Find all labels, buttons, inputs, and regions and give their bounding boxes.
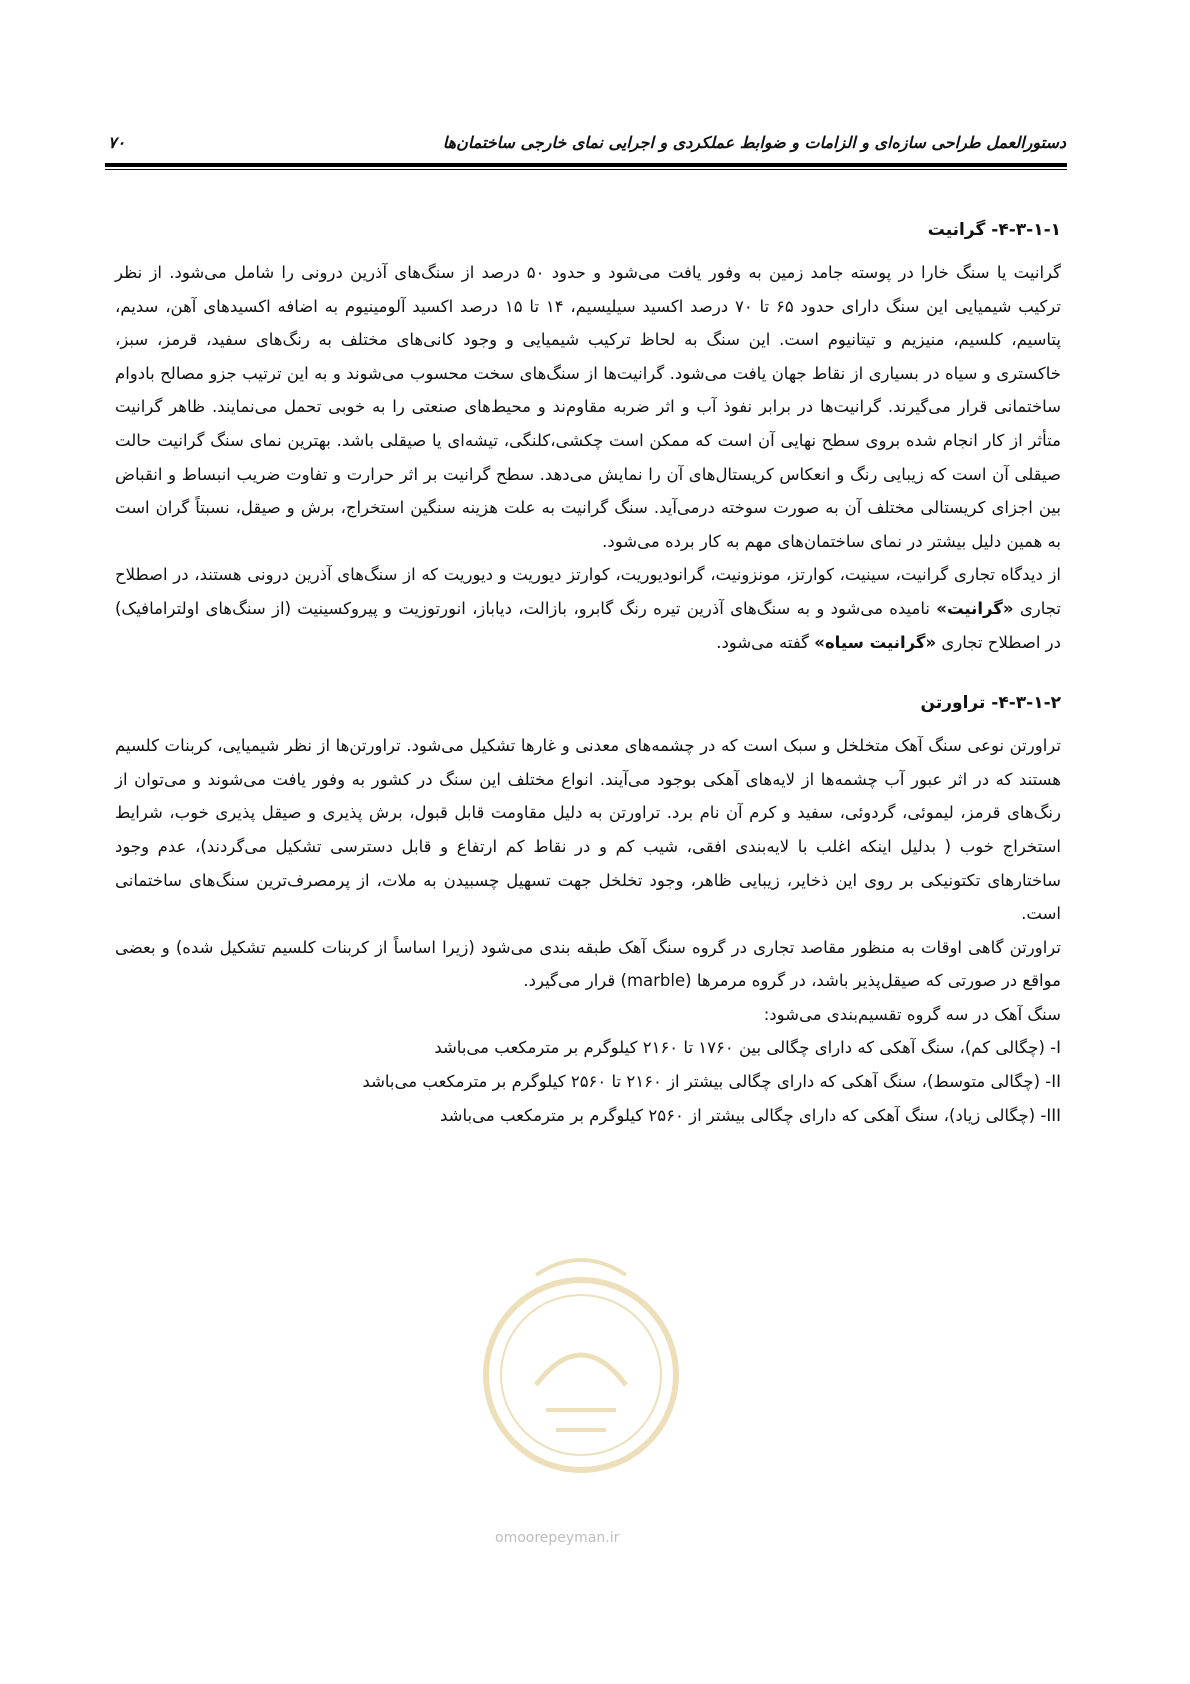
section-heading-travertine: ۴-۳-۱-۲- تراورتن	[920, 693, 1061, 714]
granite-p2-text-d: گفته می‌شود.	[716, 632, 815, 652]
limestone-item-2: II- (چگالی متوسط)، سنگ آهکی که دارای چگالی بیشتر از ۲۱۶۰ تا ۲۵۶۰ کیلوگرم بر مترمکعب می‌باشد	[362, 1072, 1061, 1092]
watermark-logo	[476, 1235, 686, 1505]
page-content	[115, 216, 1061, 1132]
page-number: ۷۰	[108, 132, 126, 152]
travertine-paragraph-1: تراورتن نوعی سنگ آهک متخلخل و سبک است که در چشمه‌های معدنی و غارها تشکیل می‌شود. تراورتن‌ها از نظر شیمیایی، کربنات کلسیم هستند که در اثر عبور آب چشمه‌ها از لایه‌های آهکی بوجود می‌آیند. انواع مختلف این سنگ در کشور به وفور یافت می‌شوند و می‌توان از رنگ‌های قرمز، لیموئی، گردوئی، سفید و کرم آن نام برد. تراورتن به دلیل مقاومت قابل قبول، برش پذیری و صیقل پذیری خوب، شرایط استخراج خوب ( بدلیل اینکه اغلب با لایه‌بندی افقی، شیب کم و در نقاط کم ارتفاع و قابل دسترسی تشکیل می‌گردند)، عدم وجود ساختارهای تکتونیکی بر روی این ذخایر، زیبایی ظاهر، وجود تخلخل جهت تسهیل چسبیدن به ملات، از پرمصرف‌ترین سنگ‌های ساختمانی است.	[115, 736, 1061, 924]
black-granite-term: «گرانیت سیاه»	[814, 632, 937, 652]
granite-p2-text-c: نامیده می‌شود و به سنگ‌های آذرین تیره رنگ گابرو، بازالت، دیاباز، انورتوزیت و پیروکسینیت (از سنگ‌های اولترامافیک) در اصطلاح تجاری	[115, 598, 1061, 652]
granite-paragraph-1: گرانیت یا سنگ خارا در پوسته جامد زمین به وفور یافت می‌شود و حدود ۵۰ درصد از سنگ‌های آذرین درونی را شامل می‌شود. از نظر ترکیب شیمیایی این سنگ دارای حدود ۶۵ تا ۷۰ درصد اکسید سیلیسیم، ۱۴ تا ۱۵ درصد اکسید آلومینیوم به اضافه اکسیدهای آهن، سدیم، پتاسیم، کلسیم، منیزیم و تیتانیوم است. این سنگ به لحاظ ترکیب شیمیایی و وجود کانی‌های مختلف به رنگ‌های سفید، قرمز، سبز، خاکستری و سیاه در بسیاری از نقاط جهان یافت می‌شود. گرانیت‌ها از سنگ‌های سخت محسوب می‌شوند و به این ترتیب جزو مصالح بادوام ساختمانی قرار می‌گیرند. گرانیت‌ها در برابر نفوذ آب و اثر ضربه مقاوم‌ند و محیط‌های صنعتی را به خوبی تحمل می‌نمایند. ظاهر گرانیت متأثر از کار انجام شده بروی سطح نهایی آن است که ممکن است چکشی،کلنگی، تیشه‌ای یا صیقلی باشد. بهترین نمای سنگ گرانیت حالت صیقلی آن است که زیبایی رنگ و انعکاس کریستال‌های آن را نمایش می‌دهد. سطح گرانیت بر اثر حرارت و تفاوت ضریب انبساط و انقباض بین اجزای کریستالی مختلف آن به صورت سوخته درمی‌آید. سنگ گرانیت به علت هزینه سنگین استخراج، برش و صیقل، نسبتاً گران است به همین دلیل بیشتر در نمای ساختمان‌های مهم به کار برده می‌شود.	[115, 263, 1061, 551]
page-header	[108, 128, 1066, 156]
granite-paragraph-2	[115, 558, 1061, 659]
watermark-url: omoorepeyman.ir	[495, 1530, 620, 1546]
granite-p2-text-a: از دیدگاه تجاری گرانیت، سینیت، کوارتز، مونزونیت، گرانودیوریت، کوارتز دیوریت و دیوریت که از سنگ‌های آذرین درونی هستند، در اصطلاح تجاری	[115, 565, 1061, 618]
travertine-paragraph-2: تراورتن گاهی اوقات به منظور مقاصد تجاری در گروه سنگ آهک طبقه بندی می‌شود (زیرا اساساً از کربنات کلسیم تشکیل شده) و بعضی مواقع در صورتی که صیقل‌پذیر باشد، در گروه مرمرها (marble) قرار می‌گیرد.	[115, 937, 1061, 991]
limestone-intro: سنگ آهک در سه گروه تقسیم‌بندی می‌شود:	[763, 1004, 1061, 1024]
limestone-item-1: I- (چگالی کم)، سنگ آهکی که دارای چگالی بین ۱۷۶۰ تا ۲۱۶۰ کیلوگرم بر مترمکعب می‌باشد	[434, 1038, 1061, 1058]
header-rule-thin	[105, 169, 1067, 170]
section-heading-granite: ۴-۳-۱-۱- گرانیت	[927, 220, 1061, 240]
header-title: دستورالعمل طراحی سازه‌ای و الزامات و ضوابط عملکردی و اجرایی نمای خارجی ساختمان‌ها	[442, 132, 1066, 152]
granite-term: «گرانیت»	[936, 598, 1014, 618]
header-rule-thick	[105, 163, 1067, 167]
limestone-item-3: III- (چگالی زیاد)، سنگ آهکی که دارای چگالی بیشتر از ۲۵۶۰ کیلوگرم بر مترمکعب می‌باشد	[440, 1105, 1061, 1125]
